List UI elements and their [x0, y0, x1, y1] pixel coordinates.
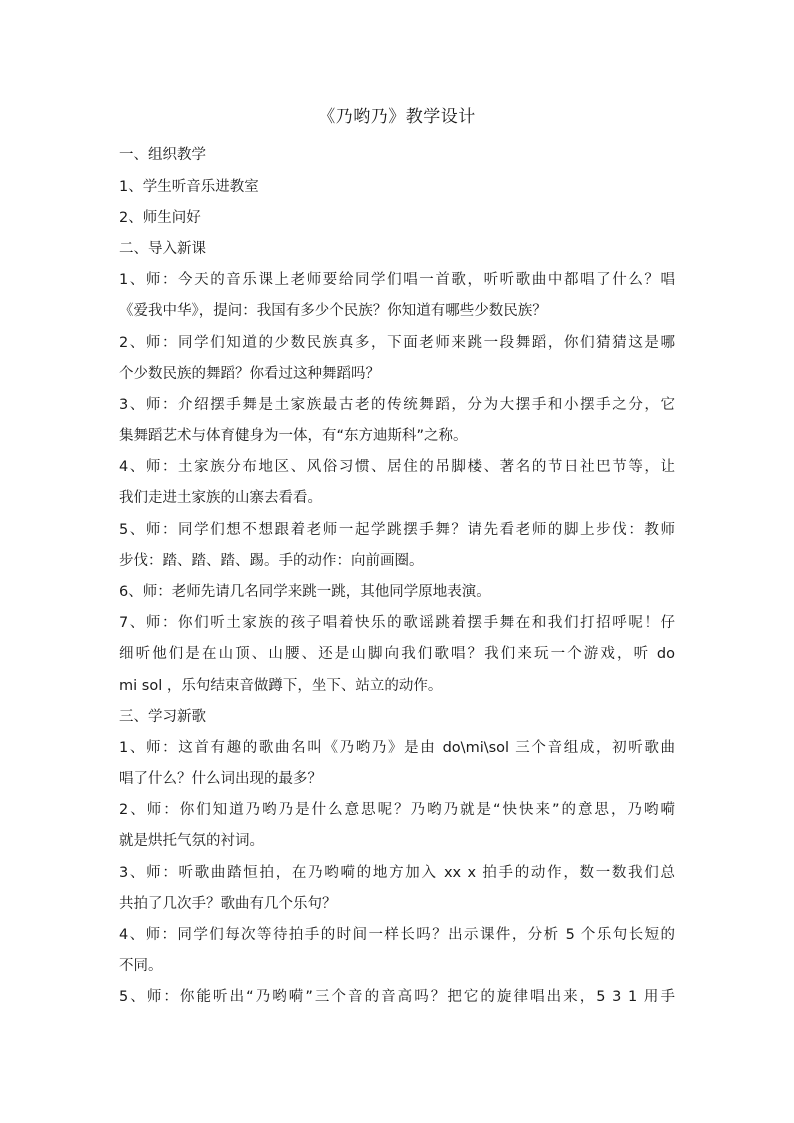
document-title: 《乃哟乃》教学设计 — [318, 107, 476, 127]
paragraph-line: 1、师：今天的音乐课上老师要给同学们唱一首歌，听听歌曲中都唱了什么？唱 — [119, 272, 675, 288]
heading-organize: 一、组织教学 — [119, 147, 206, 163]
paragraph-line: 2、师：你们知道乃哟乃是什么意思呢？乃哟乃就是“快快来”的意思，乃哟嗬 — [119, 802, 675, 818]
paragraph-line: 步伐：踏、踏、踏、踢。手的动作：向前画圈。 — [119, 553, 424, 569]
paragraph-line: 3、师：听歌曲踏恒拍，在乃哟嗬的地方加入 xx x 拍手的动作，数一数我们总 — [119, 865, 675, 881]
paragraph-line: 2、师：同学们知道的少数民族真多，下面老师来跳一段舞蹈，你们猜猜这是哪 — [119, 335, 675, 351]
paragraph-line: 4、师：土家族分布地区、风俗习惯、居住的吊脚楼、著名的节日社巴节等，让 — [119, 459, 675, 475]
heading-intro: 二、导入新课 — [119, 241, 206, 257]
paragraph-line: 5、师：你能听出“乃哟嗬”三个音的音高吗？把它的旋律唱出来，5 3 1 用手 — [119, 989, 675, 1005]
paragraph-line: 4、师：同学们每次等待拍手的时间一样长吗？出示课件，分析 5 个乐句长短的 — [119, 927, 675, 943]
paragraph-line: 1、学生听音乐进教室 — [119, 179, 259, 195]
paragraph-line: 5、师：同学们想不想跟着老师一起学跳摆手舞？请先看老师的脚上步伐：教师 — [119, 522, 675, 538]
paragraph-line: 6、师：老师先请几名同学来跳一跳，其他同学原地表演。 — [119, 584, 491, 600]
paragraph-line: 就是烘托气氛的衬词。 — [119, 833, 264, 849]
paragraph-line: 细听他们是在山顶、山腰、还是山脚向我们歌唱？我们来玩一个游戏，听 do — [119, 646, 675, 662]
paragraph-line: mi sol ，乐句结束音做蹲下，坐下、站立的动作。 — [119, 678, 443, 694]
paragraph-line: 共拍了几次手？歌曲有几个乐句？ — [119, 896, 337, 912]
paragraph-line: 2、师生问好 — [119, 210, 201, 226]
heading-new-song: 三、学习新歌 — [119, 709, 206, 725]
paragraph-line: 3、师：介绍摆手舞是土家族最古老的传统舞蹈，分为大摆手和小摆手之分，它 — [119, 397, 675, 413]
paragraph-line: 1、师：这首有趣的歌曲名叫《乃哟乃》是由 do\mi\sol 三个音组成，初听歌曲 — [119, 740, 675, 756]
paragraph-line: 我们走进土家族的山寨去看看。 — [119, 490, 322, 506]
paragraph-line: 集舞蹈艺术与体育健身为一体，有“东方迪斯科”之称。 — [119, 428, 468, 444]
paragraph-line: 不同。 — [119, 958, 163, 974]
paragraph-line: 7、师：你们听土家族的孩子唱着快乐的歌谣跳着摆手舞在和我们打招呼呢！仔 — [119, 615, 675, 631]
paragraph-line: 个少数民族的舞蹈？你看过这种舞蹈吗？ — [119, 366, 380, 382]
paragraph-line: 唱了什么？什么词出现的最多？ — [119, 771, 322, 787]
paragraph-line: 《爱我中华》，提问：我国有多少个民族？你知道有哪些少数民族？ — [119, 303, 547, 319]
